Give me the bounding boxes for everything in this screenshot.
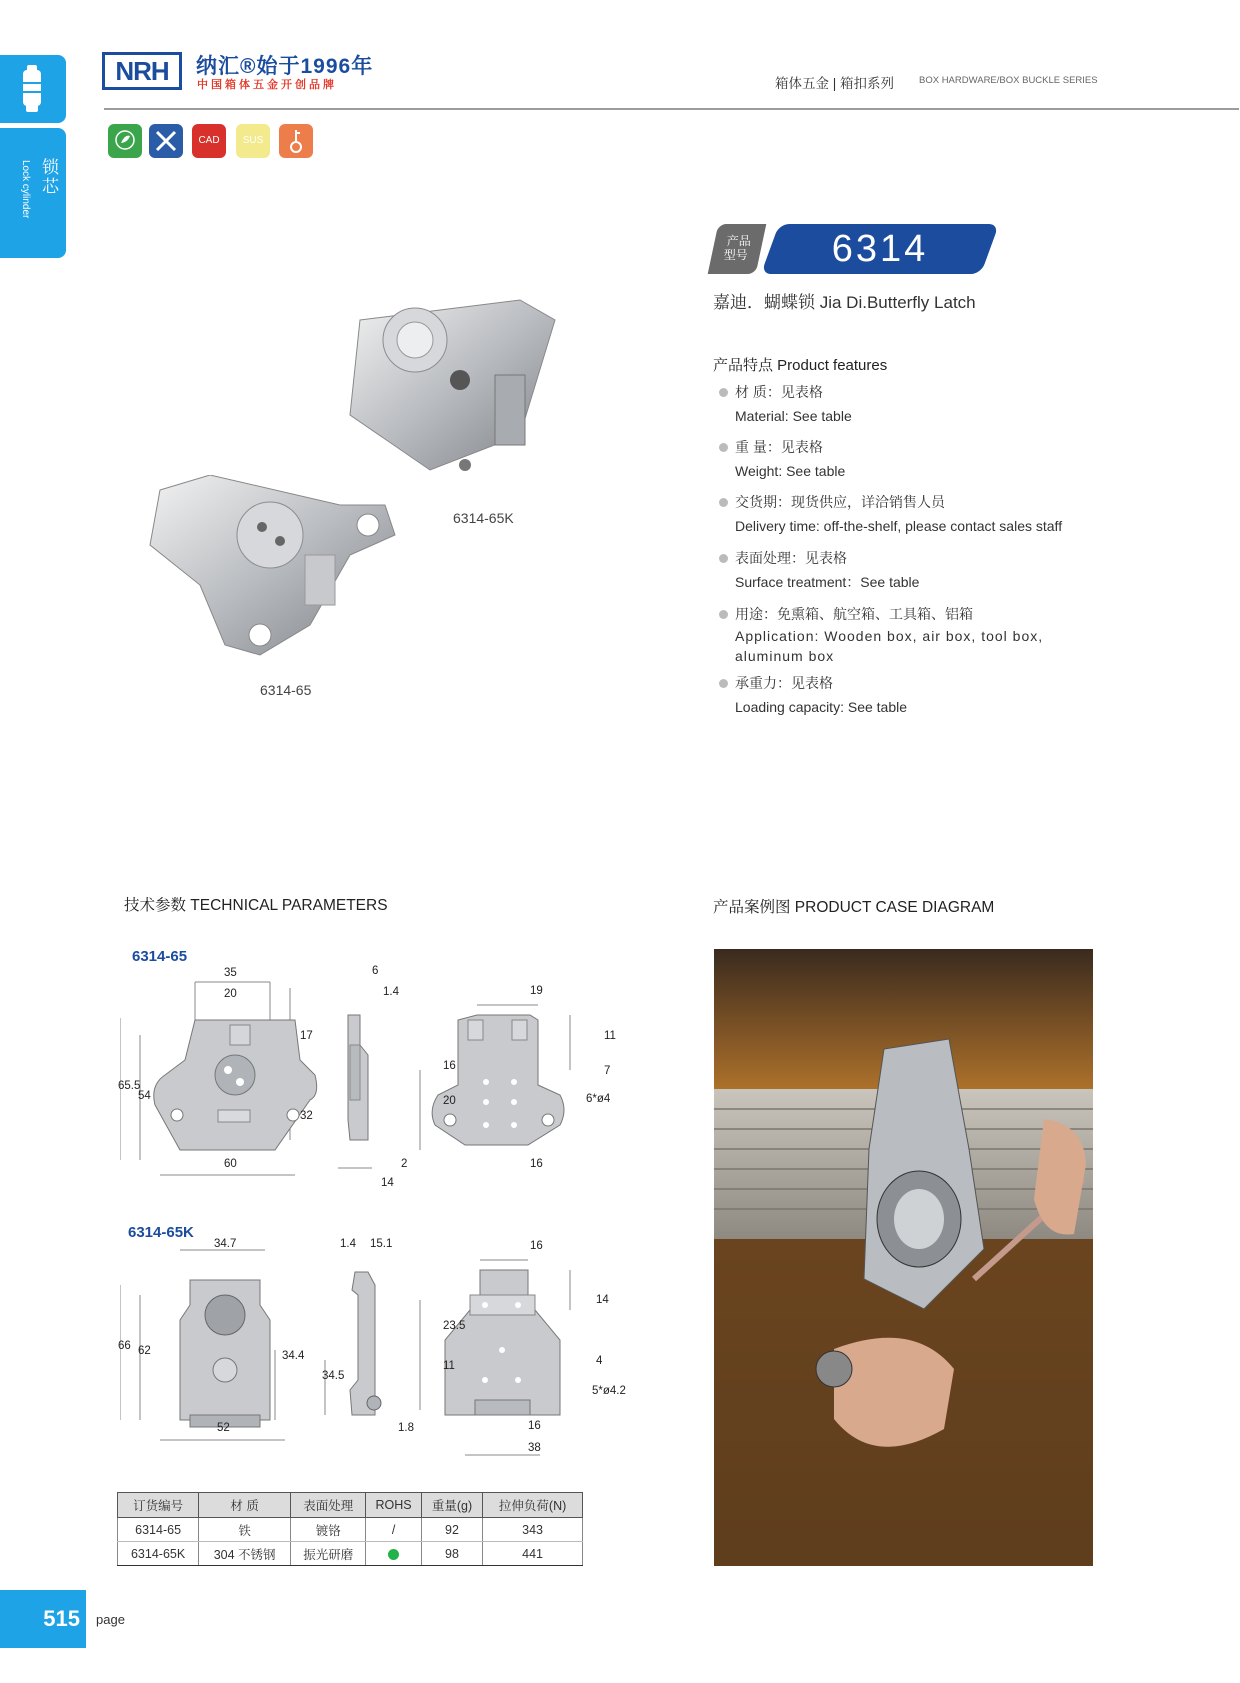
features-heading: 产品特点 Product features	[713, 357, 888, 374]
cell-surface: 振光研磨	[291, 1542, 366, 1566]
product-subtitle: 嘉迪．蝴蝶锁 Jia Di.Butterfly Latch	[713, 293, 976, 312]
dim-6: 6	[372, 965, 379, 977]
product-photo-6314-65	[140, 475, 410, 660]
feature-material: 材 质：见表格 Material: See table	[735, 384, 852, 424]
brand-title: 纳汇®始于1996年	[196, 55, 374, 78]
dim-32: 32	[300, 1110, 313, 1122]
dim-7: 7	[604, 1065, 611, 1077]
dim-4: 4	[596, 1355, 603, 1367]
case-diagram-heading: 产品案例图 PRODUCT CASE DIAGRAM	[713, 899, 995, 916]
dim-6xd4: 6*ø4	[586, 1093, 611, 1105]
side-tab-label-cn: 锁芯	[39, 158, 58, 196]
dim-38: 38	[528, 1442, 541, 1454]
feature-weight: 重 量：见表格 Weight: See table	[735, 439, 846, 479]
dim-60: 60	[224, 1158, 237, 1170]
bullet-icon	[719, 554, 728, 563]
cell-rohs	[366, 1542, 421, 1566]
dim-14b: 14	[596, 1294, 609, 1306]
dim-52: 52	[217, 1422, 230, 1434]
drawing-label-6314-65: 6314-65	[132, 948, 188, 965]
bullet-icon	[719, 498, 728, 507]
lock-cylinder-tab-icon[interactable]	[0, 55, 66, 123]
product-case-photo	[714, 949, 1093, 1566]
bullet-icon	[719, 443, 728, 452]
header-divider	[104, 108, 1239, 110]
product-photo-6314-65k	[320, 295, 565, 480]
col-weight: 重量(g)	[421, 1493, 482, 1518]
table-header-row	[118, 1493, 583, 1518]
bullet-icon	[719, 610, 728, 619]
tech-params-heading: 技术参数 TECHNICAL PARAMETERS	[124, 897, 388, 914]
dim-54: 54	[138, 1090, 151, 1102]
photo-label-6314-65k: 6314-65K	[453, 510, 514, 526]
cell-material: 铁	[199, 1518, 291, 1542]
nrh-logo: NRH	[102, 52, 182, 90]
col-order-no: 订货编号	[118, 1493, 199, 1518]
spec-table	[117, 1492, 583, 1566]
model-tag: 产品 型号	[708, 224, 767, 274]
lock-cylinder-icon	[0, 55, 66, 123]
col-material: 材 质	[199, 1493, 291, 1518]
feature-delivery: 交货期：现货供应，详洽销售人员 Delivery time: off-the-shelf, please contact sales staff	[735, 494, 1063, 534]
dim-16: 16	[530, 1158, 543, 1170]
bullet-icon	[719, 679, 728, 688]
technical-drawing-6314-65k	[120, 1240, 640, 1470]
sus-icon: SUS	[236, 124, 270, 158]
dim-20: 20	[224, 988, 237, 1000]
dim-35: 35	[224, 967, 237, 979]
dim-2: 2	[401, 1158, 408, 1170]
dim-65-5: 65.5	[118, 1080, 141, 1092]
dim-15-1: 15.1	[370, 1238, 393, 1250]
brand-subtitle: 中国箱体五金开创品牌	[197, 79, 337, 91]
page-word: page	[96, 1612, 125, 1627]
col-load: 拉伸负荷(N)	[483, 1493, 583, 1518]
dim-23-5: 23.5	[443, 1320, 466, 1332]
bullet-icon	[719, 388, 728, 397]
dim-5xd4-2: 5*ø4.2	[592, 1385, 626, 1397]
cell-rohs: /	[366, 1518, 421, 1542]
dim-34-4: 34.4	[282, 1350, 305, 1362]
feature-surface: 表面处理：见表格 Surface treatment：See table	[735, 550, 920, 590]
header-category-en: BOX HARDWARE/BOX BUCKLE SERIES	[919, 75, 1098, 86]
feature-loading: 承重力：见表格 Loading capacity: See table	[735, 675, 908, 715]
dim-14: 14	[381, 1177, 394, 1189]
dim-34-5: 34.5	[322, 1370, 345, 1382]
dim-1-4b: 1.4	[340, 1238, 356, 1250]
dim-11: 11	[604, 1030, 616, 1042]
col-surface: 表面处理	[291, 1493, 366, 1518]
model-number: 6314	[831, 228, 929, 270]
dim-1-4: 1.4	[383, 986, 399, 998]
technical-drawing-6314-65	[120, 960, 640, 1200]
dim-19: 19	[530, 985, 543, 997]
cell-material: 304 不锈钢	[199, 1542, 291, 1566]
cell-surface: 镀铬	[291, 1518, 366, 1542]
cell-load: 441	[483, 1542, 583, 1566]
dim-34-7: 34.7	[214, 1238, 237, 1250]
dim-16b: 16	[528, 1420, 541, 1432]
table-row	[118, 1542, 583, 1566]
table-row	[118, 1518, 583, 1542]
dim-16-top: 16	[530, 1240, 543, 1252]
dim-11b: 11	[443, 1360, 455, 1372]
cell-weight: 98	[421, 1542, 482, 1566]
dim-66: 66	[118, 1340, 131, 1352]
col-rohs: ROHS	[366, 1493, 421, 1518]
eco-leaf-icon	[108, 124, 142, 158]
key-icon	[279, 124, 313, 158]
cell-weight: 92	[421, 1518, 482, 1542]
side-tab-label-en: Lock cylinder	[20, 160, 31, 219]
dim-17: 17	[300, 1030, 313, 1042]
dim-16-vert: 16	[443, 1060, 456, 1072]
tools-icon	[149, 124, 183, 158]
drawing-label-6314-65k: 6314-65K	[128, 1224, 194, 1241]
cell-load: 343	[483, 1518, 583, 1542]
dim-20-vert: 20	[443, 1095, 456, 1107]
cell-order-no: 6314-65	[118, 1518, 199, 1542]
feature-application: 用途：免熏箱、航空箱、工具箱、铝箱 Application: Wooden box, air box, tool box, aluminum box	[735, 606, 1044, 664]
cad-file-icon: CAD	[192, 124, 226, 158]
header-category: 箱体五金 | 箱扣系列	[775, 76, 895, 91]
page-number: 515	[0, 1590, 86, 1648]
cell-order-no: 6314-65K	[118, 1542, 199, 1566]
photo-label-6314-65: 6314-65	[260, 682, 312, 698]
dim-1-8: 1.8	[398, 1422, 414, 1434]
rohs-compliant-icon	[388, 1549, 399, 1560]
dim-62: 62	[138, 1345, 151, 1357]
